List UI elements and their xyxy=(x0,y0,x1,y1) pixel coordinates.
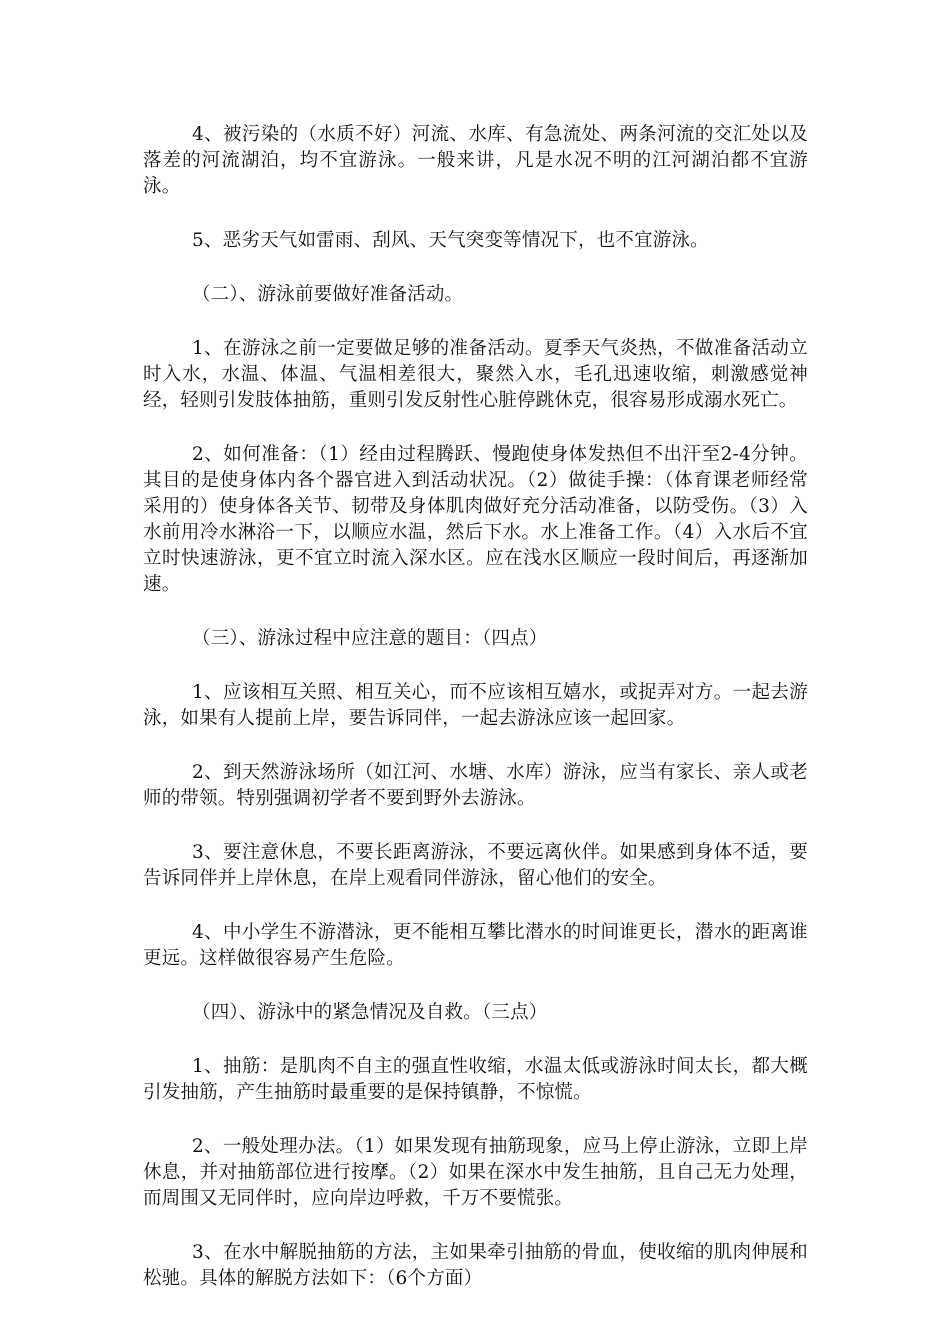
paragraph-polluted-water: 4、被污染的（水质不好）河流、水库、有急流处、两条河流的交汇处以及落差的河流湖泊，均不宜游泳。一般来讲，凡是水况不明的江河湖泊都不宜游泳。 xyxy=(143,124,808,197)
paragraph-supervision: 2、到天然游泳场所（如江河、水塘、水库）游泳，应当有家长、亲人或老师的带领。特别强调初学者不要到野外去游泳。 xyxy=(143,762,808,809)
paragraph-cramp: 1、抽筋：是肌肉不自主的强直性收缩，水温太低或游泳时间太长，都大概引发抽筋，产生抽筋时最重要的是保持镇静，不惊慌。 xyxy=(143,1056,808,1103)
paragraph-warmup-importance: 1、在游泳之前一定要做足够的准备活动。夏季天气炎热，不做准备活动立时入水，水温、体温、气温相差很大，聚然入水，毛孔迅速收缩，刺激感觉神经，轻则引发肢体抽筋，重则引发反射性心脏停跳休克，很容易形成溺水死亡。 xyxy=(143,338,808,411)
paragraph-rest: 3、要注意休息，不要长距离游泳，不要远离伙伴。如果感到身体不适，要告诉同伴并上岸休息，在岸上观看同伴游泳，留心他们的安全。 xyxy=(143,842,808,889)
section-heading-emergency: （四）、游泳中的紧急情况及自救。（三点） xyxy=(192,1002,548,1023)
paragraph-cramp-relief: 3、在水中解脱抽筋的方法，主如果牵引抽筋的骨血，使收缩的肌肉伸展和松驰。具体的解脱方法如下：（6个方面） xyxy=(143,1242,808,1289)
document-body xyxy=(143,122,808,1320)
paragraph-care-for-each-other: 1、应该相互关照、相互关心，而不应该相互嬉水，或捉弄对方。一起去游泳，如果有人提前上岸，要告诉同伴，一起去游泳应该一起回家。 xyxy=(143,682,808,729)
paragraph-bad-weather: 5、恶劣天气如雷雨、刮风、天气突变等情况下，也不宜游泳。 xyxy=(192,230,709,251)
paragraph-no-diving: 4、中小学生不游潜泳，更不能相互攀比潜水的时间谁更长，潜水的距离谁更远。这样做很容易产生危险。 xyxy=(143,922,808,969)
section-heading-warmup: （二）、游泳前要做好准备活动。 xyxy=(192,284,464,305)
paragraph-general-handling: 2、一般处理办法。（1）如果发现有抽筋现象，应马上停止游泳，立即上岸休息，并对抽筋部位进行按摩。（2）如果在深水中发生抽筋，且自己无力处理，而周围又无同伴时，应向岸边呼救，千万不要慌张。 xyxy=(143,1136,808,1209)
section-heading-precautions: （三）、游泳过程中应注意的题目：（四点） xyxy=(192,628,548,649)
paragraph-how-to-prepare: 2、如何准备：（1）经由过程腾跃、慢跑使身体发热但不出汗至2-4分钟。其目的是使身体内各个器官进入到活动状况。（2）做徒手操：（体育课老师经常采用的）使身体各关节、韧带及身体肌肉做好充分活动准备，以防受伤。（3）入水前用冷水淋浴一下，以顺应水温，然后下水。水上准备工作。（4）入水后不宜立时快速游泳，更不宜立时流入深水区。应在浅水区顺应一段时间后，再逐渐加速。 xyxy=(143,444,808,595)
